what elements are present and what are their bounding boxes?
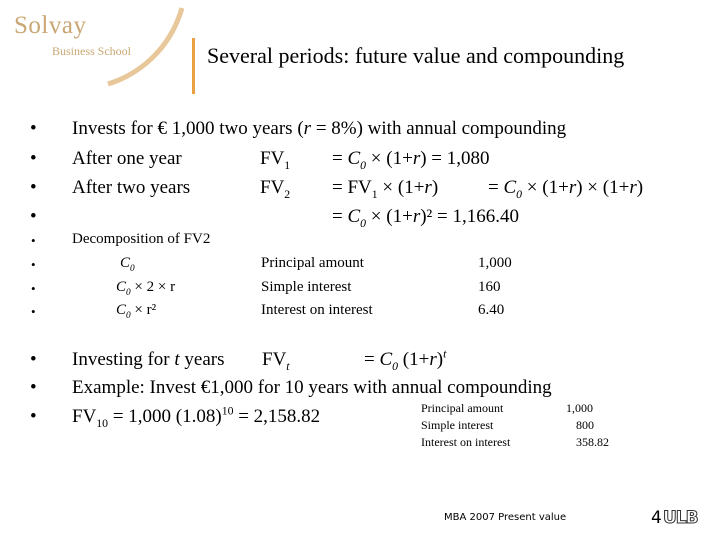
side-value-2: 800 [576,418,594,432]
side-label-1: Principal amount [421,401,504,415]
decomp-row-3: • $C_0 \times r^2$ Interest on interest 6.40 [31,302,505,321]
bullet-3: • After two years $FV_2$ = $FV_1 \times (1+r)$ = $C_0 \times (1+r) \times (1+r)$ [30,177,644,201]
side-value-1: 1,000 [566,401,593,415]
page-title: Several periods: future value and compounding [207,43,625,68]
bullet-investing: • Investing for t years $FV_t$ = $C_0$ $(1+r)^t$ [30,347,447,373]
logo-name: Solvay [14,12,87,39]
bullet-fv10: • $FV_{10} = 1,000$ $(1.08)^{10} = 2,158.82$ [30,404,321,430]
page-number: 4 [651,508,662,528]
logo-subtitle: Business School [52,44,132,58]
decomp-heading-row: • Decomposition of FV2 [31,231,211,248]
decomp-row-1: • $C_0$ Principal amount 1,000 [31,255,512,274]
decomp-row-2: • $C_0 \times 2 \times r$ Simple interest 160 [31,279,501,298]
decomp-heading: Decomposition of FV2 [72,231,211,247]
side-label-2: Simple interest [421,418,494,432]
side-value-3: 358.82 [576,435,609,449]
footer-text: MBA 2007 Present value [444,512,567,523]
bullet-4: • = $C_0 \times (1+r)^2 = 1,166.40$ [30,206,519,230]
title-accent-bar [192,38,195,94]
bullet-example: • Example: Invest €1,000 for 10 years with annual compounding [30,377,552,398]
logo-arc-icon [100,4,188,88]
bullet-2: • After one year $FV_1$ = $C_0 \times (1+r) = 1,080$ [30,148,490,172]
side-label-3: Interest on interest [421,435,511,449]
ulb-logo: ULB [663,508,698,528]
